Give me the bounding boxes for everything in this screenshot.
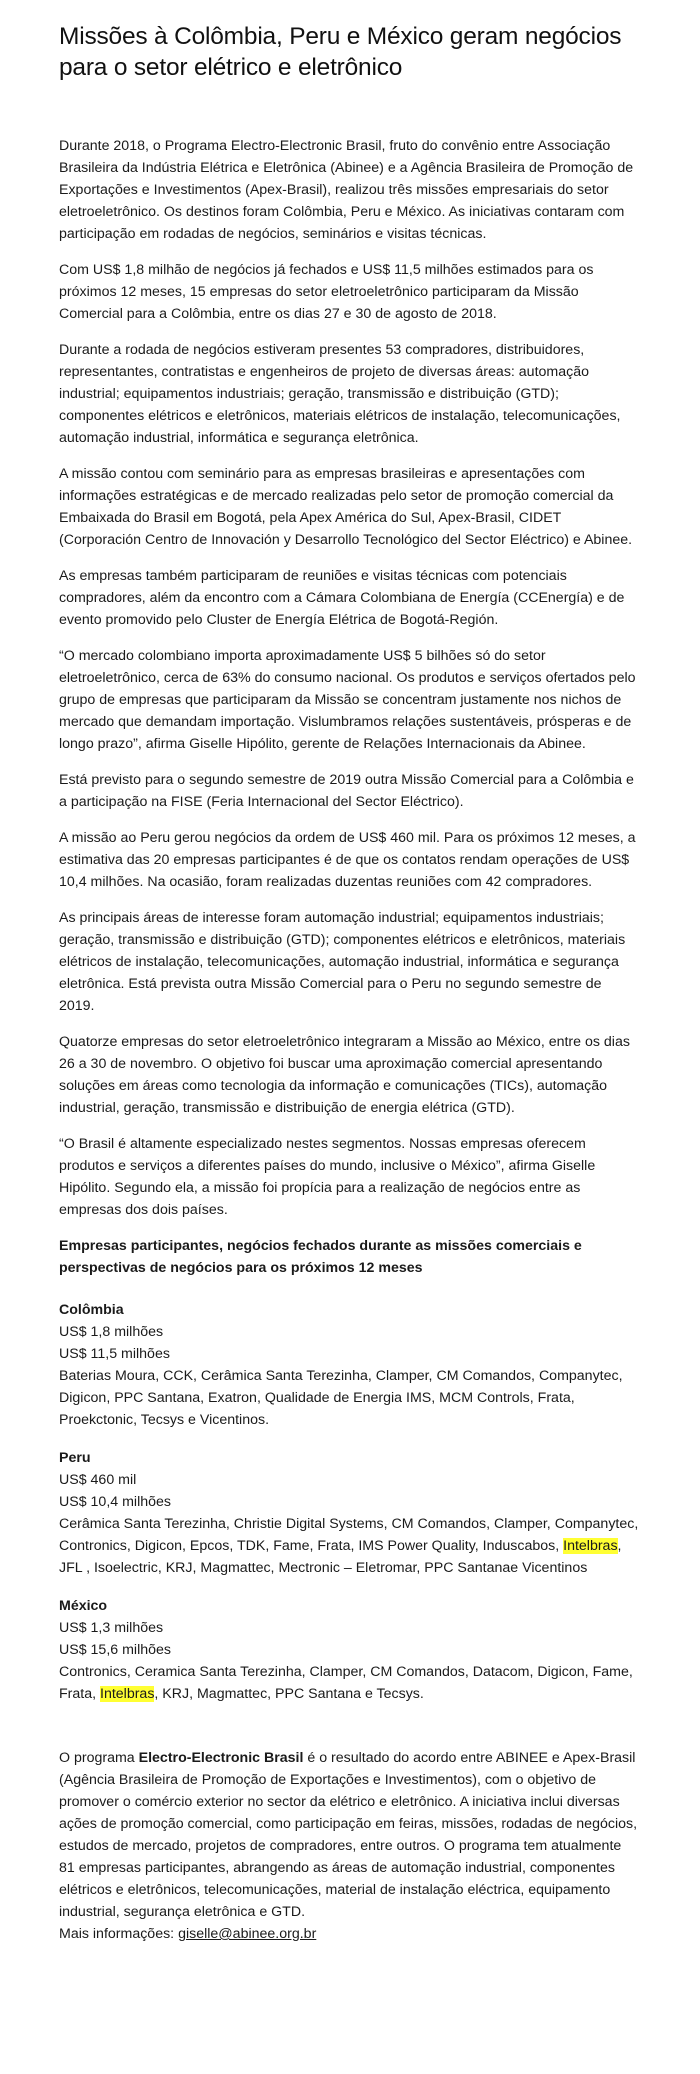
summary-heading: Empresas participantes, negócios fechados durante as missões comerciais e perspectivas de negócios para os próximos 12 meses (59, 1238, 582, 1276)
closed-deals-value: US$ 460 mil (59, 1472, 137, 1488)
country-block-mexico (59, 1595, 640, 1705)
footer-intro: O programa (59, 1750, 139, 1766)
closed-deals-value: US$ 1,3 milhões (59, 1620, 164, 1636)
paragraph: As principais áreas de interesse foram automação industrial; equipamentos industriais; geração, transmissão e distribuição (GTD); componentes elétricos e eletrônicos, materiais elétricos de instalação, telecomunicações, automação industrial, informática e segurança eletrônica. Está prevista outra Missão Comercial para o Peru no segundo semestre de 2019. (59, 910, 626, 1014)
company-list-text: Contronics, Ceramica Santa Terezinha, Clamper, CM Comandos, Datacom, Digicon, Fame, Frata, (59, 1664, 633, 1702)
paragraph: Com US$ 1,8 milhão de negócios já fechados e US$ 11,5 milhões estimados para os próximos 12 meses, 15 empresas do setor eletroeletrônico participaram da Missão Comercial para a Colômbia, entre os dias 27 e 30 de agosto de 2018. (59, 262, 594, 322)
paragraph: Quatorze empresas do setor eletroeletrônico integraram a Missão ao México, entre os dias 26 a 30 de novembro. O objetivo foi buscar uma aproximação comercial apresentando soluções em áreas como tecnologia da informação e comunicações (TICs), automação industrial, geração, transmissão e distribuição de energia elétrica (GTD). (59, 1034, 630, 1116)
highlighted-company: Intelbras (563, 1538, 618, 1554)
company-list-text: Cerâmica Santa Terezinha, Christie Digital Systems, CM Comandos, Clamper, Companytec, Contronics, Digicon, Epcos, TDK, Fame, Frata, IMS Power Quality, Induscabos, (59, 1516, 639, 1554)
company-list (59, 1661, 640, 1705)
paragraph: Durante 2018, o Programa Electro-Electronic Brasil, fruto do convênio entre Associação Brasileira da Indústria Elétrica e Eletrônica (Abinee) e a Agência Brasileira de Promoção de Exportações e Investimentos (Apex-Brasil), realizou três missões empresariais do setor eletroeletrônico. Os destinos foram Colômbia, Peru e México. As iniciativas contaram com participação em rodadas de negócios, seminários e visitas técnicas. (59, 138, 634, 242)
country-name: México (59, 1598, 108, 1614)
country-name: Colômbia (59, 1302, 124, 1318)
more-info-label: Mais informações: (59, 1926, 179, 1942)
estimated-deals-value: US$ 11,5 milhões (59, 1346, 170, 1362)
program-description (59, 1747, 640, 1945)
estimated-deals-value: US$ 15,6 milhões (59, 1642, 171, 1658)
paragraph: A missão ao Peru gerou negócios da ordem de US$ 460 mil. Para os próximos 12 meses, a estimativa das 20 empresas participantes é de que os contatos rendam operações de US$ 10,4 milhões. Na ocasião, foram realizadas duzentas reuniões com 42 compradores. (59, 830, 636, 890)
company-list-text: Baterias Moura, CCK, Cerâmica Santa Terezinha, Clamper, CM Comandos, Companytec, Digicon, PPC Santana, Exatron, Qualidade de Energia IMS, MCM Controls, Frata, Proekctonic, Tecsys e Vicentinos. (59, 1368, 623, 1428)
quote-paragraph: “O Brasil é altamente especializado nestes segmentos. Nossas empresas oferecem produtos e serviços a diferentes países do mundo, inclusive o México”, afirma Giselle Hipólito. Segundo ela, a missão foi propícia para a realização de negócios entre as empresas dos dois países. (59, 1136, 596, 1218)
closed-deals-value: US$ 1,8 milhões (59, 1324, 164, 1340)
company-list (59, 1513, 640, 1579)
company-list (59, 1365, 640, 1431)
highlighted-company: Intelbras (100, 1686, 155, 1702)
contact-email-link[interactable]: giselle@abinee.org.br (178, 1926, 317, 1942)
paragraph: As empresas também participaram de reuniões e visitas técnicas com potenciais compradores, além da encontro com a Cámara Colombiana de Energía (CCEnergía) e de evento promovido pelo Cluster de Energía Elétrica de Bogotá-Región. (59, 568, 625, 628)
section-spacer (59, 1721, 640, 1747)
quote-paragraph: “O mercado colombiano importa aproximadamente US$ 5 bilhões só do setor eletroeletrônico, cerca de 63% do consumo nacional. Os produtos e serviços ofertados pelo grupo de empresas que participaram da Missão se concentram justamente nos nichos de mercado que demandam importação. Vislumbramos relações sustentáveis, prósperas e de longo prazo”, afirma Giselle Hipólito, gerente de Relações Internacionais da Abinee. (59, 648, 636, 752)
article-title: Missões à Colômbia, Peru e México geram negócios para o setor elétrico e eletrônico (59, 23, 622, 81)
estimated-deals-value: US$ 10,4 milhões (59, 1494, 171, 1510)
company-list-text: , KRJ, Magmattec, PPC Santana e Tecsys. (154, 1686, 424, 1702)
paragraph: A missão contou com seminário para as empresas brasileiras e apresentações com informações estratégicas e de mercado realizadas pelo setor de promoção comercial da Embaixada do Brasil em Bogotá, pela Apex América do Sul, Apex-Brasil, CIDET (Corporación Centro de Innovación y Desarrollo Tecnológico del Sector Eléctrico) e Abinee. (59, 466, 633, 548)
program-name: Electro-Electronic Brasil (138, 1750, 304, 1766)
country-block-peru (59, 1447, 640, 1579)
country-name: Peru (59, 1450, 91, 1466)
footer-body: é o resultado do acordo entre ABINEE e Apex-Brasil (Agência Brasileira de Promoção de Exportações e Investimentos), com o objetivo de promover o comércio exterior no sector da elétrico e eletrônico. A iniciativa inclui diversas ações de promoção comercial, como participação em feiras, missões, rodadas de negócios, estudos de mercado, projetos de compradores, entre outros. O programa tem atualmente 81 empresas participantes, abrangendo as áreas de automação industrial, componentes elétricos e eletrônicos, telecomunicações, material de instalação eléctrica, equipamento industrial, segurança eletrônica e GTD. (59, 1750, 638, 1920)
company-list-text: , JFL , Isoelectric, KRJ, Magmattec, Mectronic – Eletromar, PPC Santanae Vicentinos (59, 1538, 622, 1576)
paragraph: Está previsto para o segundo semestre de 2019 outra Missão Comercial para a Colômbia e a participação na FISE (Feria Internacional del Sector Eléctrico). (59, 772, 634, 810)
paragraph: Durante a rodada de negócios estiveram presentes 53 compradores, distribuidores, representantes, contratistas e engenheiros de projeto de diversas áreas: automação industrial; equipamentos industriais; geração, transmissão e distribuição (GTD); componentes elétricos e eletrônicos, materiais elétricos de instalação, telecomunicações, automação industrial, informática e segurança eletrônica. (59, 342, 621, 446)
country-block-colombia (59, 1299, 640, 1431)
